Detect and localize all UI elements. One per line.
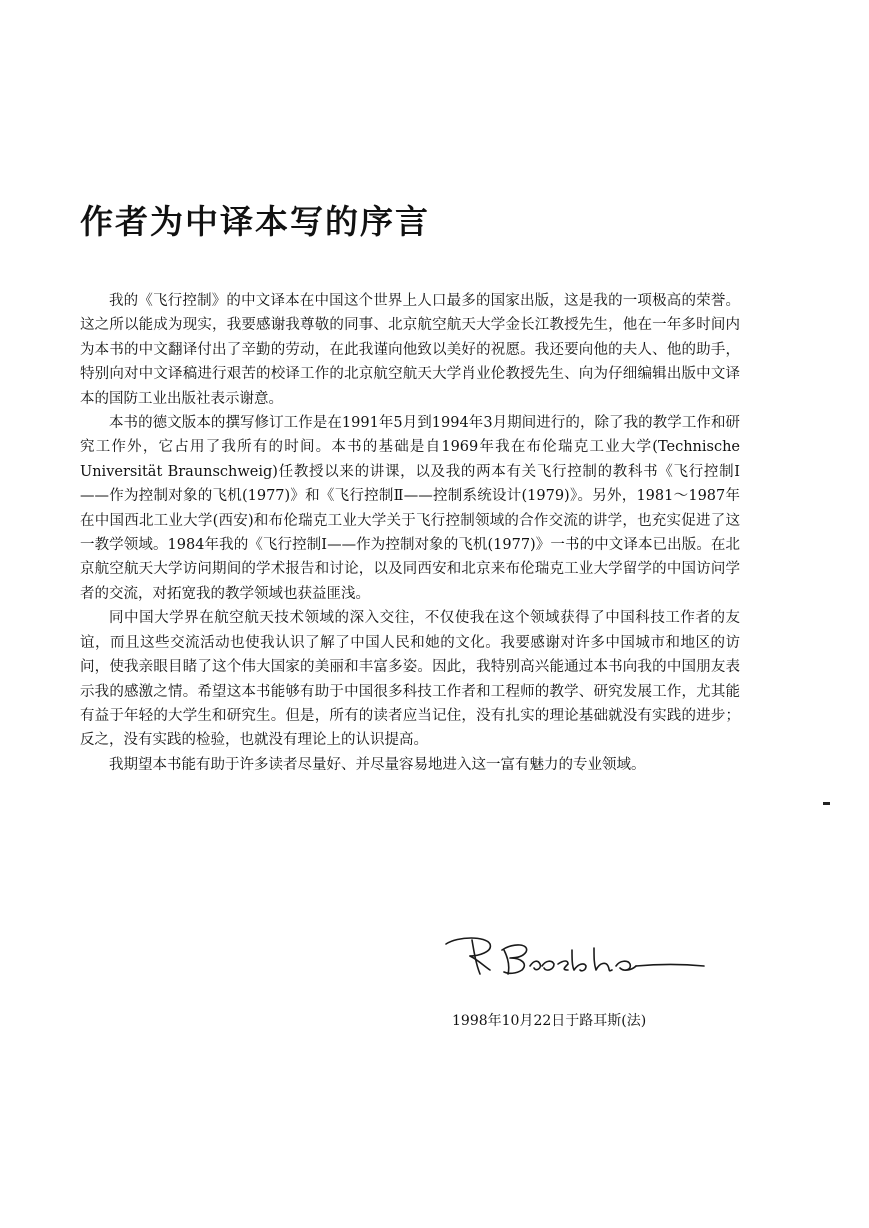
handwritten-signature <box>438 930 708 990</box>
paragraph-2: 本书的德文版本的撰写修订工作是在1991年5月到1994年3月期间进行的，除了我的教学工作和研究工作外，它占用了我所有的时间。本书的基础是自1969年我在布伦瑞克工业大学(Technische Universität Braunschweig)任教授以来的讲课，以及我的两本有关飞行控制的教科书《飞行控制Ⅰ——作为控制对象的飞机(1977)》和《飞行控制Ⅱ——控制系统设计(1979)》。另外，1981～1987年在中国西北工业大学(西安)和布伦瑞克工业大学关于飞行控制领域的合作交流的讲学，也充实促进了这一教学领域。1984年我的《飞行控制Ⅰ——作为控制对象的飞机(1977)》一书的中文译本已出版。在北京航空航天大学访问期间的学术报告和讨论，以及同西安和北京来布伦瑞克工业大学留学的中国访问学者的交流，对拓宽我的教学领域也获益匪浅。 <box>80 415 740 602</box>
page-title: 作者为中译本写的序言 <box>80 202 430 241</box>
paragraph-1: 我的《飞行控制》的中文译本在中国这个世界上人口最多的国家出版，这是我的一项极高的荣誉。这之所以能成为现实，我要感谢我尊敬的同事、北京航空航天大学金长江教授先生，他在一年多时间内为本书的中文翻译付出了辛勤的劳动，在此我谨向他致以美好的祝愿。我还要向他的夫人、他的助手，特别向对中文译稿进行艰苦的校译工作的北京航空航天大学肖业伦教授先生、向为仔细编辑出版中文译本的国防工业出版社表示谢意。 <box>80 293 740 407</box>
date-location-line: 1998年10月22日于路耳斯(法) <box>452 1013 647 1029</box>
margin-mark <box>823 802 830 805</box>
paragraph-3: 同中国大学界在航空航天技术领域的深入交往，不仅使我在这个领域获得了中国科技工作者的友谊，而且这些交流活动也使我认识了解了中国人民和她的文化。我要感谢对许多中国城市和地区的访问，使我亲眼目睹了这个伟大国家的美丽和丰富多姿。因此，我特别高兴能通过本书向我的中国朋友表示我的感激之情。希望这本书能够有助于中国很多科技工作者和工程师的教学、研究发展工作，尤其能有益于年轻的大学生和研究生。但是，所有的读者应当记住，没有扎实的理论基础就没有实践的进步；反之，没有实践的检验，也就没有理论上的认识提高。 <box>80 610 740 749</box>
paragraph-4: 我期望本书能有助于许多读者尽量好、并尽量容易地进入这一富有魅力的专业领域。 <box>109 756 646 773</box>
preface-body <box>80 289 740 777</box>
